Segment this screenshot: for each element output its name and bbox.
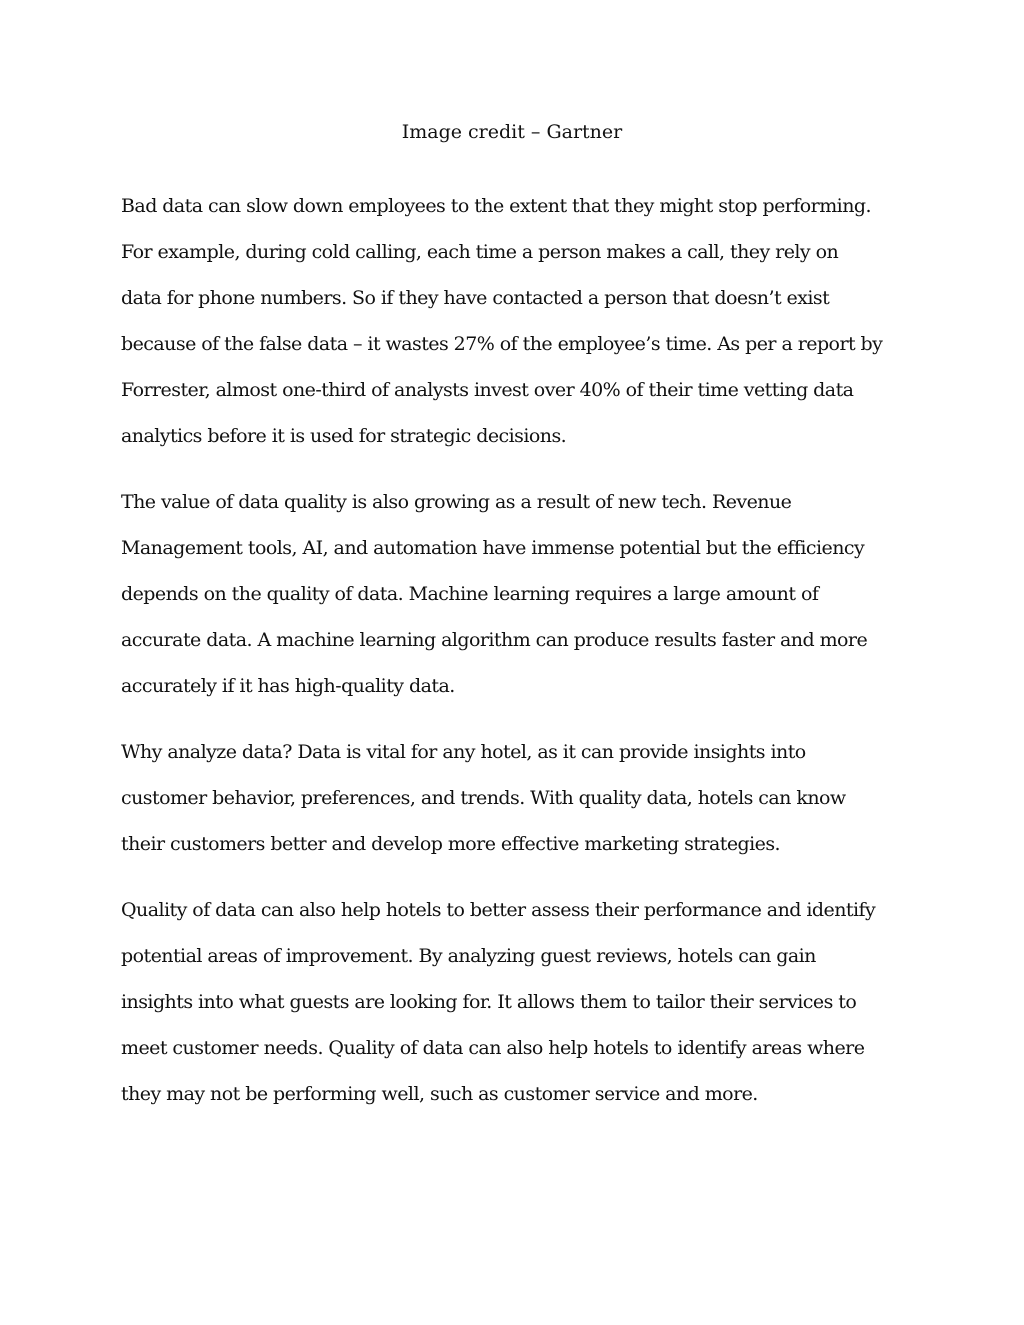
- paragraph-line: For example, during cold calling, each time a person makes a call, they rely on: [121, 241, 839, 263]
- paragraph-line: they may not be performing well, such as customer service and more.: [121, 1083, 758, 1105]
- paragraph-line: data for phone numbers. So if they have contacted a person that doesn’t exist: [121, 287, 830, 309]
- paragraph-data-quality-value: [121, 479, 921, 709]
- paragraph-line: Quality of data can also help hotels to better assess their performance and identify: [121, 899, 876, 921]
- paragraph-why-analyze: [121, 729, 921, 867]
- paragraph-line: Bad data can slow down employees to the extent that they might stop performing.: [121, 195, 871, 217]
- paragraph-line: accurately if it has high-quality data.: [121, 675, 455, 697]
- paragraph-line: potential areas of improvement. By analyzing guest reviews, hotels can gain: [121, 945, 816, 967]
- paragraph-line: meet customer needs. Quality of data can also help hotels to identify areas where: [121, 1037, 865, 1059]
- paragraph-line: depends on the quality of data. Machine learning requires a large amount of: [121, 583, 819, 605]
- paragraph-line: accurate data. A machine learning algorithm can produce results faster and more: [121, 629, 868, 651]
- image-credit-caption: Image credit – Gartner: [401, 121, 623, 143]
- paragraph-line: their customers better and develop more effective marketing strategies.: [121, 833, 781, 855]
- paragraph-line: Management tools, AI, and automation have immense potential but the efficiency: [121, 537, 865, 559]
- paragraph-bad-data: [121, 183, 921, 459]
- paragraph-line: because of the false data – it wastes 27% of the employee’s time. As per a report by: [121, 333, 883, 355]
- document-body: [121, 183, 921, 1137]
- paragraph-assess-performance: [121, 887, 921, 1117]
- paragraph-line: The value of data quality is also growing as a result of new tech. Revenue: [121, 491, 792, 513]
- paragraph-line: insights into what guests are looking for. It allows them to tailor their services to: [121, 991, 857, 1013]
- paragraph-line: analytics before it is used for strategic decisions.: [121, 425, 567, 447]
- paragraph-line: Why analyze data? Data is vital for any hotel, as it can provide insights into: [121, 741, 806, 763]
- paragraph-line: customer behavior, preferences, and trends. With quality data, hotels can know: [121, 787, 846, 809]
- paragraph-line: Forrester, almost one-third of analysts invest over 40% of their time vetting data: [121, 379, 854, 401]
